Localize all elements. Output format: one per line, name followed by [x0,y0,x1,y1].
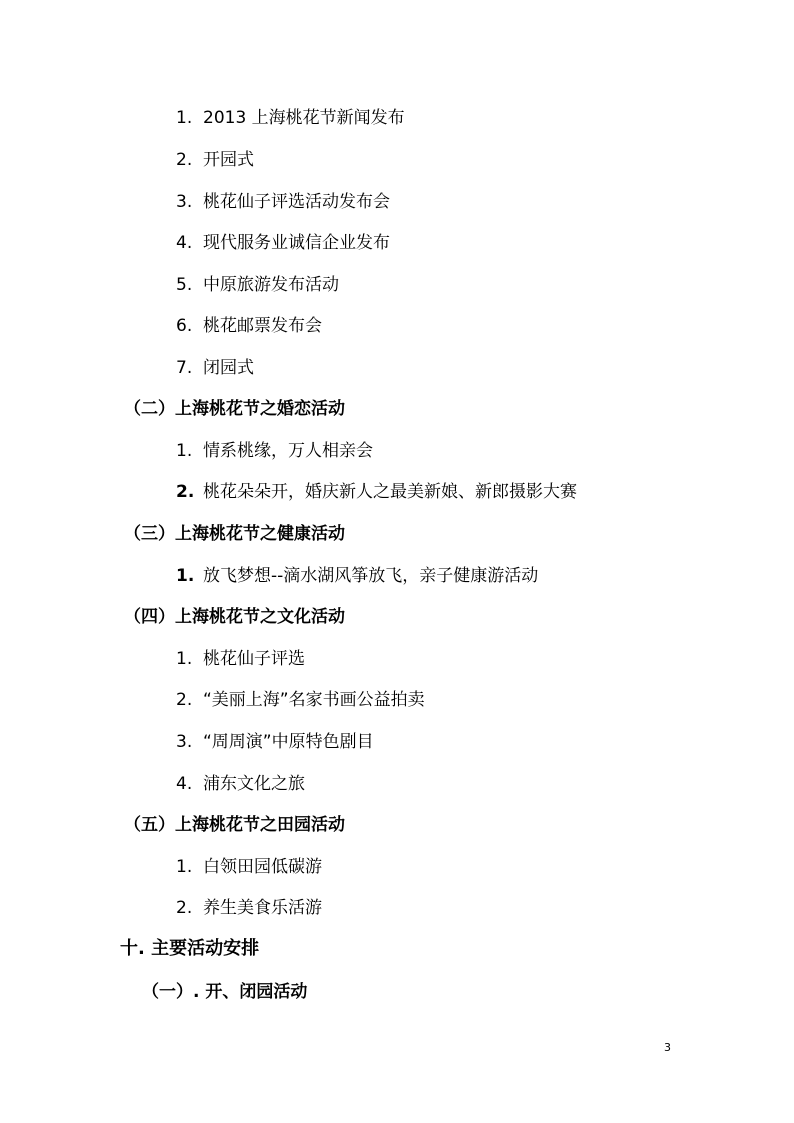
list-item-number: 5. [176,275,193,295]
list-item-text: 闭园式 [203,358,254,378]
list-item-number: 4. [176,774,193,794]
list-item [176,357,254,379]
list-item-text: 情系桃缘，万人相亲会 [203,441,373,461]
list-item [176,440,373,462]
section-heading: （二）上海桃花节之婚恋活动 [124,399,345,419]
list-item [176,149,254,171]
list-item-text: “周周演”中原特色剧目 [203,732,374,752]
list-item-text: “美丽上海”名家书画公益拍卖 [203,690,425,710]
list-item-number: 3. [176,732,193,752]
list-item [176,107,405,129]
list-item-text: 白领田园低碳游 [203,857,322,877]
sub-heading: （一）. 开、闭园活动 [142,982,308,1002]
list-item-number: 4. [176,233,193,253]
list-item-text: 桃花邮票发布会 [203,316,322,336]
list-item-text: 养生美食乐活游 [203,898,322,918]
list-item-text: 现代服务业诚信企业发布 [203,233,390,253]
list-item [176,773,305,795]
list-item [176,856,322,878]
list-item [176,191,390,213]
section-heading: （五）上海桃花节之田园活动 [124,815,345,835]
list-item-text: 开园式 [203,150,254,170]
list-item-number: 2. [176,690,193,710]
list-item [176,897,322,919]
list-item-text: 桃花仙子评选 [203,649,305,669]
list-item-number: 2. [176,482,195,502]
list-item-text: 2013 上海桃花节新闻发布 [203,108,405,128]
list-item-number: 7. [176,358,193,378]
list-item-text: 中原旅游发布活动 [203,275,339,295]
list-item-number: 1. [176,649,193,669]
section-heading: （四）上海桃花节之文化活动 [124,607,345,627]
list-item-number: 2. [176,150,193,170]
list-item-text: 桃花朵朵开，婚庆新人之最美新娘、新郎摄影大赛 [203,482,577,502]
list-item [176,689,425,711]
list-item-number: 1. [176,441,193,461]
list-item-text: 桃花仙子评选活动发布会 [203,192,390,212]
page-number: 3 [664,1041,671,1054]
list-item [176,481,577,503]
list-item-number: 1. [176,566,195,586]
list-item [176,565,538,587]
list-item [176,232,390,254]
list-item [176,274,339,296]
list-item-number: 1. [176,857,193,877]
list-item [176,731,374,753]
section-heading: （三）上海桃花节之健康活动 [124,524,345,544]
list-item-text: 放飞梦想--滴水湖风筝放飞，亲子健康游活动 [203,566,539,586]
list-item-text: 浦东文化之旅 [203,774,305,794]
list-item-number: 1. [176,108,193,128]
list-item [176,315,322,337]
list-item-number: 3. [176,192,193,212]
list-item [176,648,305,670]
chapter-heading: 十. 主要活动安排 [120,938,260,959]
list-item-number: 2. [176,898,193,918]
list-item-number: 6. [176,316,193,336]
